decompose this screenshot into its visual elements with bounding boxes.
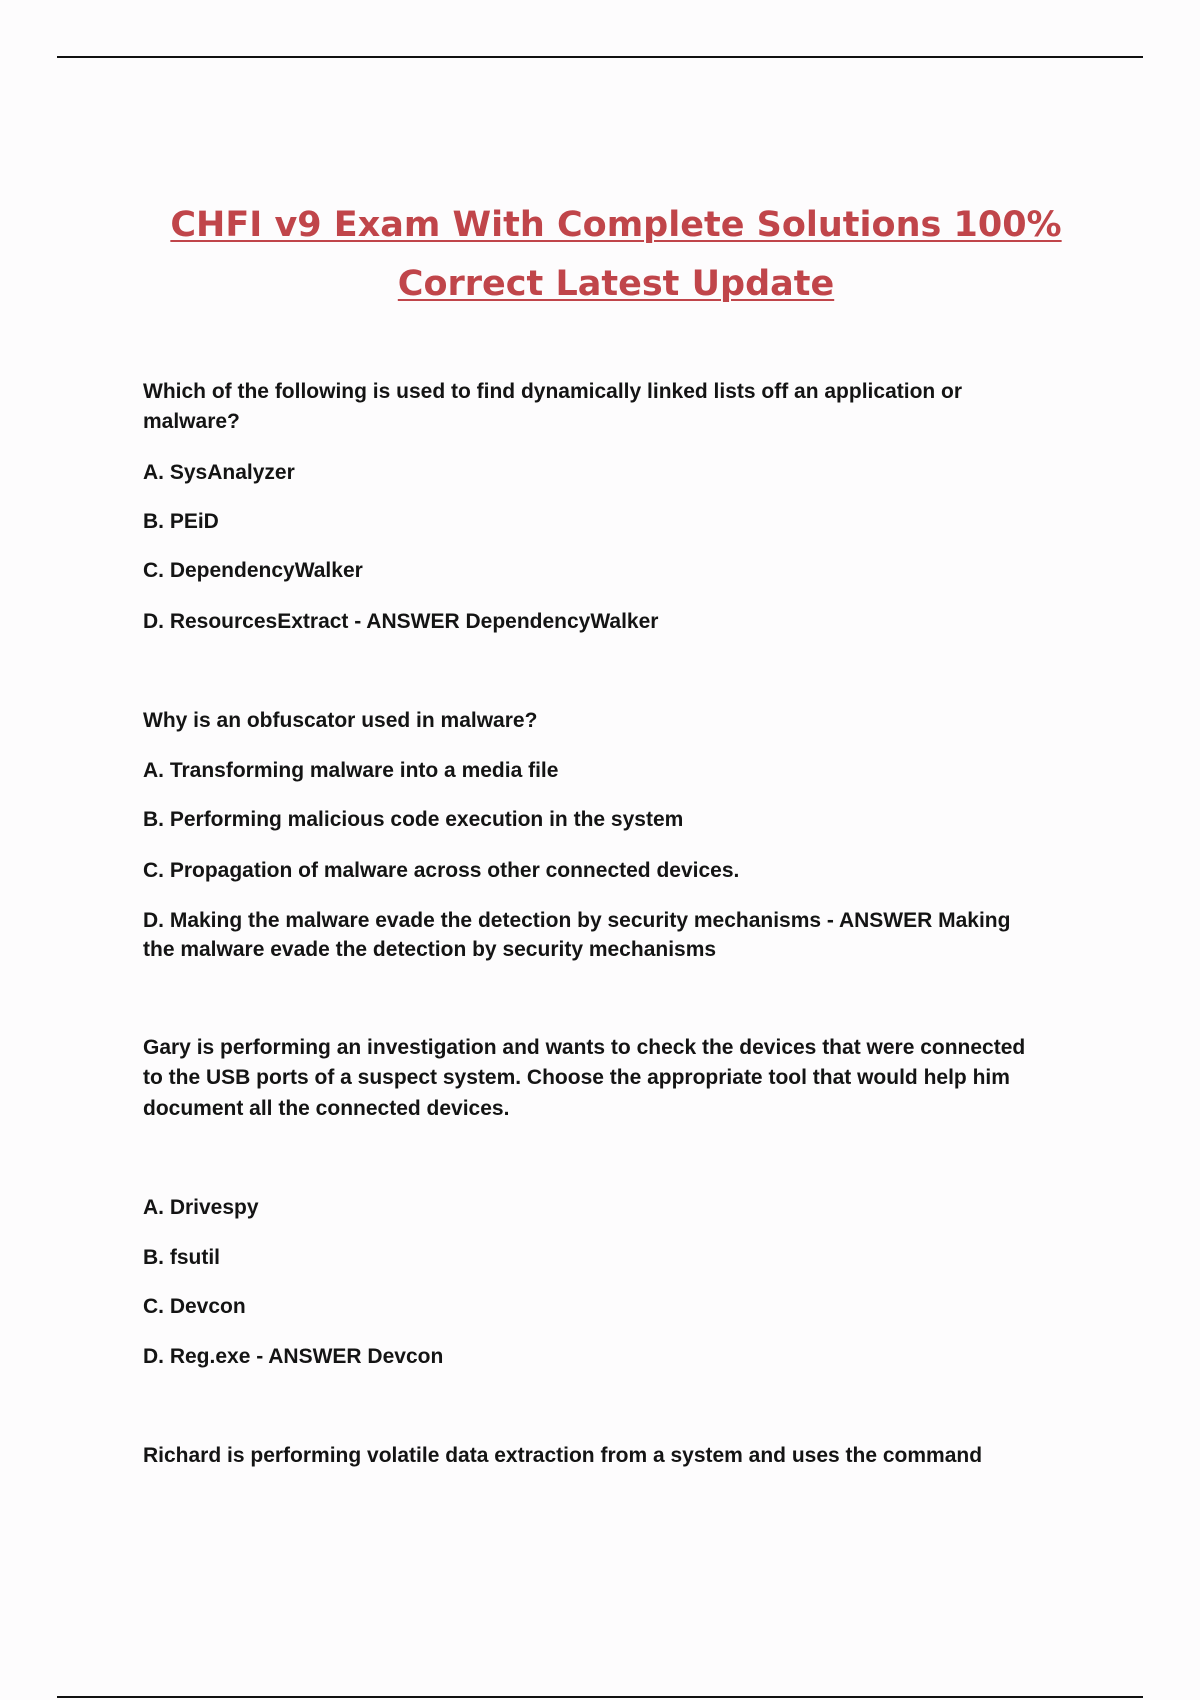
question-1-option-d-answer: D. ResourcesExtract - ANSWER DependencyWalker — [143, 610, 659, 633]
question-2-option-b: B. Performing malicious code execution in the system — [143, 808, 684, 831]
question-2-text-line-1: Why is an obfuscator used in malware? — [143, 709, 538, 732]
question-1-text-line-2: malware? — [143, 410, 240, 433]
question-2-option-d-answer-line-2: the malware evade the detection by security mechanisms — [143, 938, 717, 961]
question-1-option-a: A. SysAnalyzer — [143, 461, 295, 484]
question-4-text-line-1: Richard is performing volatile data extraction from a system and uses the command — [143, 1444, 983, 1467]
question-2-option-a: A. Transforming malware into a media file — [143, 759, 559, 782]
question-3-text-line-3: document all the connected devices. — [143, 1097, 510, 1120]
top-rule — [57, 56, 1143, 58]
question-3-option-c: C. Devcon — [143, 1295, 246, 1318]
question-2-option-c: C. Propagation of malware across other connected devices. — [143, 859, 740, 882]
title-line-2: Correct Latest Update — [397, 264, 835, 304]
title-line-1: CHFI v9 Exam With Complete Solutions 100% — [170, 205, 1062, 245]
question-3-text-line-2: to the USB ports of a suspect system. Choose the appropriate tool that would help him — [143, 1066, 1010, 1089]
question-2-option-d-answer-line-1: D. Making the malware evade the detection by security mechanisms - ANSWER Making — [143, 909, 1011, 932]
question-1-option-b: B. PEiD — [143, 510, 219, 533]
bottom-rule — [57, 1696, 1143, 1698]
question-3-option-a: A. Drivespy — [143, 1196, 259, 1219]
question-3-option-b: B. fsutil — [143, 1246, 220, 1269]
question-3-text-line-1: Gary is performing an investigation and wants to check the devices that were connected — [143, 1036, 1026, 1059]
question-1-text-line-1: Which of the following is used to find dynamically linked lists off an application or — [143, 380, 963, 403]
question-3-option-d-answer: D. Reg.exe - ANSWER Devcon — [143, 1345, 444, 1368]
document-title — [0, 196, 1200, 314]
question-1-option-c: C. DependencyWalker — [143, 559, 363, 582]
